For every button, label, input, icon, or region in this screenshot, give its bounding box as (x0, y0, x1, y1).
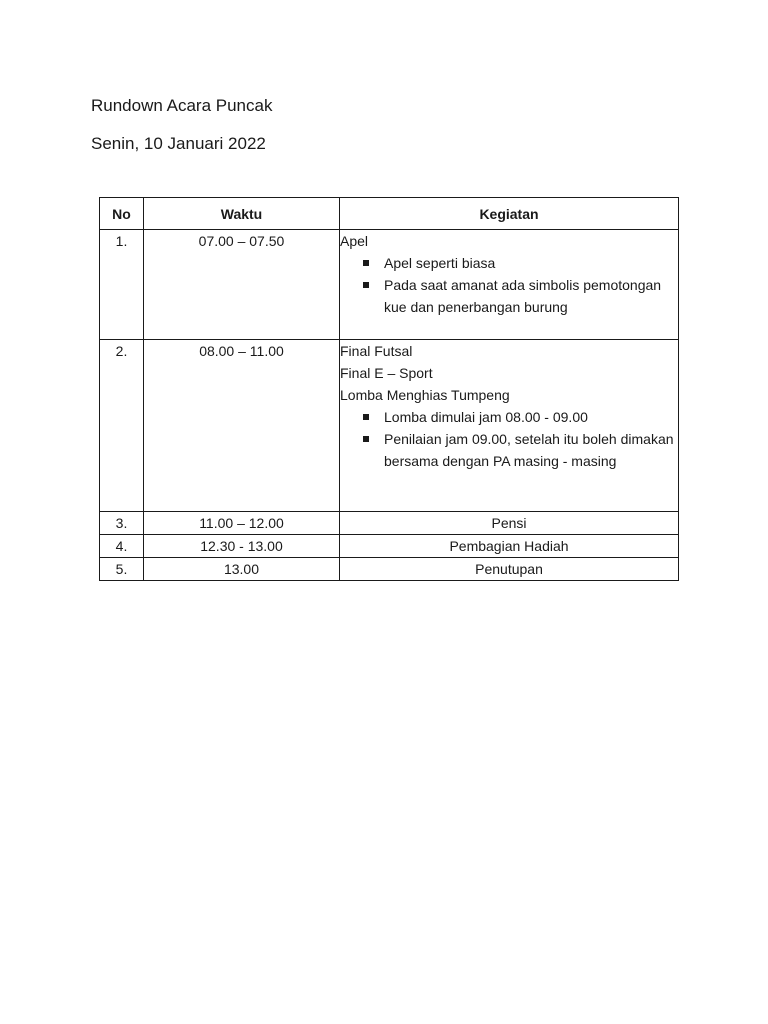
table-row (100, 512, 679, 535)
row-time: 07.00 – 07.50 (144, 230, 340, 340)
activity-line: Lomba Menghias Tumpeng (340, 387, 510, 403)
row-number: 1. (100, 230, 144, 340)
row-number: 5. (100, 558, 144, 581)
header-no: No (100, 198, 144, 230)
row-number: 4. (100, 535, 144, 558)
bullet-item: Lomba dimulai jam 08.00 - 09.00 (360, 406, 678, 428)
row-time: 08.00 – 11.00 (144, 340, 340, 512)
row-time: 13.00 (144, 558, 340, 581)
row-activity: Pembagian Hadiah (340, 535, 679, 558)
bullet-item: Penilaian jam 09.00, setelah itu boleh dimakan bersama dengan PA masing - masing (360, 428, 678, 472)
header-waktu: Waktu (144, 198, 340, 230)
activity-line: Apel (340, 233, 369, 249)
document-date: Senin, 10 Januari 2022 (91, 134, 266, 153)
table-row (100, 535, 679, 558)
activity-bullet-list (340, 252, 678, 318)
row-number: 2. (100, 340, 144, 512)
activity-bullet-list (340, 406, 678, 472)
header-kegiatan: Kegiatan (340, 198, 679, 230)
activity-line: Final Futsal (340, 343, 413, 359)
row-time: 12.30 - 13.00 (144, 535, 340, 558)
row-activity (340, 230, 679, 340)
document-title: Rundown Acara Puncak (91, 96, 273, 115)
table-row (100, 230, 679, 340)
row-activity (340, 340, 679, 512)
bullet-item: Pada saat amanat ada simbolis pemotongan kue dan penerbangan burung (360, 274, 678, 318)
table-row (100, 558, 679, 581)
row-activity: Pensi (340, 512, 679, 535)
row-time: 11.00 – 12.00 (144, 512, 340, 535)
table-row (100, 340, 679, 512)
row-activity: Penutupan (340, 558, 679, 581)
rundown-table (99, 197, 679, 581)
table-header-row (100, 198, 679, 230)
activity-line: Final E – Sport (340, 365, 433, 381)
bullet-item: Apel seperti biasa (360, 252, 678, 274)
row-number: 3. (100, 512, 144, 535)
